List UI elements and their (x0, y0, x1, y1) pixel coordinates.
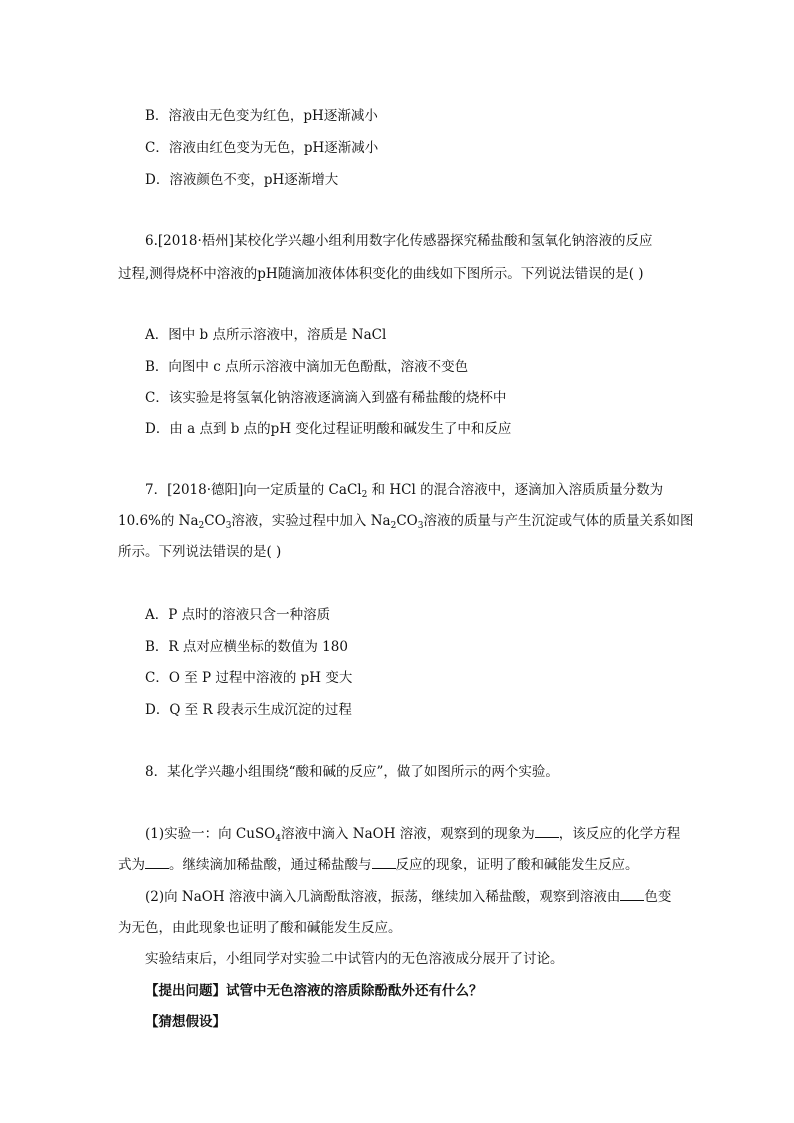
q8-part1-line1: (1)实验一：向 CuSO$_4$溶液中滴入 NaOH 溶液，观察到的现象为 ，该反应的化学方程 (145, 826, 681, 844)
q8-proposed-question: 【提出问题】试管中无色溶液的溶质除酚酞外还有什么？ (145, 983, 483, 999)
q6-stem-line2: 过程,测得烧杯中溶液的pH随滴加液体体积变化的曲线如下图所示。下列说法错误的是( ) (118, 266, 644, 282)
q7-option-d: D．Q 至 R 段表示生成沉淀的过程 (145, 702, 352, 718)
q6-option-c: C．该实验是将氢氧化钠溶液逐滴滴入到盛有稀盐酸的烧杯中 (145, 390, 507, 406)
q7-option-b: B．R 点对应横坐标的数值为 180 (145, 639, 348, 655)
q6-option-b: B．向图中 c 点所示溶液中滴加无色酚酞，溶液不变色 (145, 359, 469, 375)
q5-option-b: B．溶液由无色变为红色，pH逐渐减小 (145, 108, 378, 124)
q8-part1-line2: 式为 。继续滴加稀盐酸，通过稀盐酸与 反应的现象，证明了酸和碱能发生反应。 (118, 857, 639, 873)
q7-stem-line2: 10.6%的 $Na_2CO_3$溶液，实验过程中加入 $Na_2CO_3$溶液的质量与产生沉淀或气体的质量关系如图 (118, 513, 694, 531)
q8-hypothesis-heading: 【猜想假设】 (145, 1014, 226, 1030)
q6-option-a: A．图中 b 点所示溶液中，溶质是 NaCl (145, 327, 387, 343)
answer-blank-2 (145, 856, 169, 869)
answer-blank-3 (372, 856, 396, 869)
q7-stem-line3: 所示。下列说法错误的是( ) (118, 544, 282, 560)
q6-option-d: D．由 a 点到 b 点的pH 变化过程证明酸和碱发生了中和反应 (145, 421, 512, 437)
q5-option-d: D．溶液颜色不变，pH逐渐增大 (145, 172, 339, 188)
q8-part2-line1: (2)向 NaOH 溶液中滴入几滴酚酞溶液，振荡，继续加入稀盐酸，观察到溶液由 色变 (145, 889, 672, 905)
q6-stem-line1: 6.[2018·梧州]某校化学兴趣小组利用数字化传感器探究稀盐酸和氢氧化钠溶液的反应 (145, 233, 653, 249)
q8-stem: 8．某化学兴趣小组围绕“酸和碱的反应”，做了如图所示的两个实验。 (145, 764, 559, 780)
q7-option-a: A．P 点时的溶液只含一种溶质 (145, 607, 331, 623)
q5-option-c: C．溶液由红色变为无色，pH逐渐减小 (145, 140, 379, 156)
q8-after-text: 实验结束后，小组同学对实验二中试管内的无色溶液成分展开了讨论。 (145, 951, 564, 967)
answer-blank-4 (620, 888, 644, 901)
answer-blank-1 (535, 825, 559, 838)
q7-stem-line1: 7．[2018·德阳]向一定质量的 CaCl$_2$ 和 HCl 的混合溶液中，逐滴加入溶质质量分数为 (145, 482, 664, 500)
q8-part2-line2: 为无色，由此现象也证明了酸和碱能发生反应。 (118, 920, 402, 936)
q7-option-c: C．O 至 P 过程中溶液的 pH 变大 (145, 670, 353, 686)
